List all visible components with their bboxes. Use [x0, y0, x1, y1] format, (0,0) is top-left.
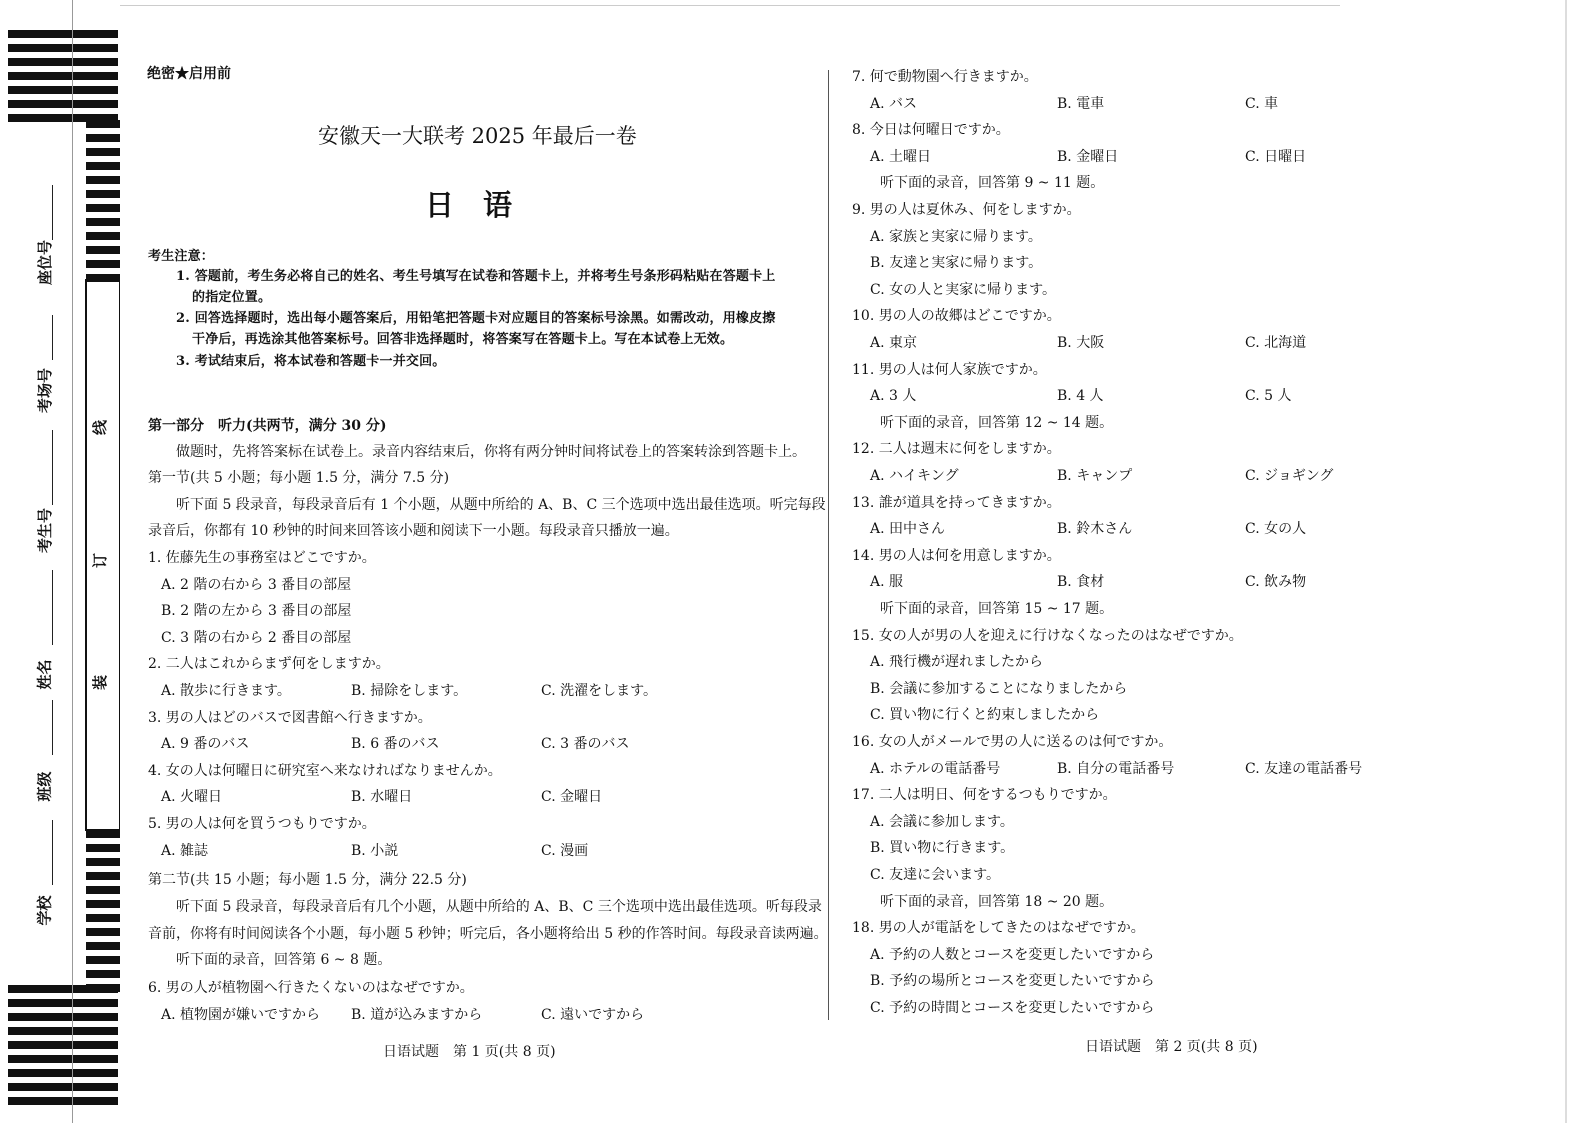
binding-mark-bind: 装 [91, 674, 110, 691]
option-b: B. 掃除をします。 [351, 683, 468, 699]
question-text: 16. 女の人がメールで男の人に送るのは何ですか。 [852, 734, 1173, 750]
option-c: C. 3 番のバス [541, 736, 630, 752]
option-a: A. バス [870, 96, 918, 112]
question-text: 13. 誰が道具を持ってきますか。 [852, 495, 1061, 511]
option-c: C. 日曜日 [1245, 149, 1307, 165]
option-b: B. 会議に参加することになりましたから [870, 681, 1128, 697]
fill-line [52, 315, 53, 360]
page-footer: 日语试题 第 2 页(共 8 页) [1085, 1039, 1258, 1055]
question-text: 2. 二人はこれからまず何をしますか。 [148, 656, 390, 672]
listen-instruction: 听下面的录音，回答第 12 ~ 14 题。 [880, 415, 1114, 431]
option-b: B. 4 人 [1057, 388, 1104, 404]
option-b: B. 金曜日 [1057, 149, 1119, 165]
option-b: B. 鈴木さん [1057, 521, 1133, 537]
listen-instruction: 听下面的录音，回答第 6 ~ 8 题。 [176, 952, 392, 968]
option-c: C. 車 [1245, 96, 1279, 112]
section1-instruction: 录音后，你都有 10 秒钟的时间来回答该小题和阅读下一小题。每段录音只播放一遍。 [148, 523, 679, 539]
option-b: B. 買い物に行きます。 [870, 840, 1015, 856]
listen-instruction: 听下面的录音，回答第 15 ~ 17 题。 [880, 601, 1114, 617]
option-a: A. 火曜日 [161, 789, 223, 805]
option-c: C. 飲み物 [1245, 574, 1307, 590]
listen-instruction: 听下面的录音，回答第 18 ~ 20 题。 [880, 894, 1114, 910]
option-a: A. ホテルの電話番号 [870, 761, 1001, 777]
question-text: 3. 男の人はどのバスで図書館へ行きますか。 [148, 710, 432, 726]
option-a: A. ハイキング [870, 468, 959, 484]
option-a: A. 服 [870, 574, 904, 590]
top-rule [120, 5, 1340, 6]
option-c: C. 友達に会います。 [870, 867, 1000, 883]
field-label: 姓名 [35, 659, 54, 690]
column-divider [828, 70, 829, 1020]
option-c: C. 漫画 [541, 843, 589, 859]
section1-title: 第一节(共 5 小题；每小题 1.5 分，满分 7.5 分) [148, 470, 450, 486]
field-label: 学校 [35, 895, 54, 926]
option-c: C. 友達の電話番号 [1245, 761, 1363, 777]
question-text: 17. 二人は明日、何をするつもりですか。 [852, 787, 1117, 803]
option-a: A. 予約の人数とコースを変更したいですから [870, 947, 1155, 963]
option-c: C. 5 人 [1245, 388, 1292, 404]
option-c: C. 3 階の右から 2 番目の部屋 [161, 630, 352, 646]
part1-instruction: 做题时，先将答案标在试卷上。录音内容结束后，你将有两分钟时间将试卷上的答案转涂到答题卡上。 [176, 444, 806, 460]
option-b: B. 友達と実家に帰ります。 [870, 255, 1043, 271]
subject-title: 日 语 [425, 188, 513, 222]
notice-item: 干净后，再选涂其他答案标号。回答非选择题时，将答案写在答题卡上。写在本试卷上无效。 [192, 332, 734, 347]
question-text: 12. 二人は週末に何をしますか。 [852, 441, 1061, 457]
question-text: 6. 男の人が植物園へ行きたくないのはなぜですか。 [148, 980, 474, 996]
fill-line [52, 570, 53, 645]
field-label: 考生号 [36, 507, 55, 554]
section2-instruction: 音前，你将有时间阅读各个小题，每小题 5 秒钟；听完后，各小题将给出 5 秒的作答时间。每段录音读两遍。 [148, 926, 828, 942]
notice-item: 的指定位置。 [192, 290, 272, 305]
question-text: 9. 男の人は夏休み、何をしますか。 [852, 202, 1081, 218]
question-text: 7. 何で動物園へ行きますか。 [852, 69, 1038, 85]
binding-line [72, 0, 73, 1123]
option-c: C. 女の人 [1245, 521, 1307, 537]
option-b: B. 食材 [1057, 574, 1105, 590]
option-b: B. 水曜日 [351, 789, 413, 805]
option-c: C. 女の人と実家に帰ります。 [870, 282, 1056, 298]
option-a: A. 3 人 [870, 388, 917, 404]
option-c: C. 買い物に行くと約束しましたから [870, 707, 1100, 723]
field-label: 班级 [35, 771, 54, 802]
question-text: 8. 今日は何曜日ですか。 [852, 122, 1010, 138]
exam-title: 安徽天一大联考 2025 年最后一卷 [318, 124, 637, 148]
option-c: C. 洗濯をします。 [541, 683, 657, 699]
option-a: A. 家族と実家に帰ります。 [870, 229, 1042, 245]
notice-item: 1. 答题前，考生务必将自己的姓名、考生号填写在试卷和答题卡上，并将考生号条形码粘贴在答题卡上 [176, 269, 776, 284]
section2-instruction: 听下面 5 段录音，每段录音后有几个小题，从题中所给的 A、B、C 三个选项中选出最佳选项。听每段录 [176, 899, 822, 915]
fill-line [52, 185, 53, 240]
question-text: 18. 男の人が電話をしてきたのはなぜですか。 [852, 920, 1145, 936]
option-a: A. 土曜日 [870, 149, 932, 165]
question-text: 10. 男の人の故郷はどこですか。 [852, 308, 1061, 324]
question-text: 5. 男の人は何を買うつもりですか。 [148, 816, 376, 832]
question-text: 11. 男の人は何人家族ですか。 [852, 362, 1047, 378]
option-a: A. 2 階の右から 3 番目の部屋 [161, 577, 352, 593]
confidential-label: 绝密★启用前 [147, 66, 231, 82]
part1-title: 第一部分 听力(共两节，满分 30 分) [148, 418, 387, 434]
option-b: B. 6 番のバス [351, 736, 440, 752]
right-edge [1565, 0, 1567, 1123]
option-b: B. 予約の場所とコースを変更したいですから [870, 973, 1155, 989]
page-footer: 日语试题 第 1 页(共 8 页) [383, 1044, 556, 1060]
notice-item: 3. 考试结束后，将本试卷和答题卡一并交回。 [176, 354, 446, 369]
option-b: B. 電車 [1057, 96, 1105, 112]
binding-mark-line: 线 [91, 419, 110, 436]
binding-mark-order: 订 [91, 552, 110, 569]
field-label: 座位号 [36, 239, 55, 286]
option-c: C. ジョギング [1245, 468, 1334, 484]
option-a: A. 飛行機が遅れましたから [870, 654, 1044, 670]
option-c: C. 金曜日 [541, 789, 603, 805]
option-b: B. キャンプ [1057, 468, 1133, 484]
question-text: 4. 女の人は何曜日に研究室へ来なければなりませんか。 [148, 763, 502, 779]
section2-title: 第二节(共 15 小题；每小题 1.5 分，满分 22.5 分) [148, 872, 467, 888]
question-text: 1. 佐藤先生の事務室はどこですか。 [148, 550, 376, 566]
listen-instruction: 听下面的录音，回答第 9 ~ 11 题。 [880, 175, 1105, 191]
option-a: A. 雑誌 [161, 843, 209, 859]
field-label: 考场号 [36, 367, 55, 414]
notice-heading: 考生注意： [148, 249, 215, 264]
option-a: A. 田中さん [870, 521, 946, 537]
notice-item: 2. 回答选择题时，选出每小题答案后，用铅笔把答题卡对应题目的答案标号涂黑。如需改动，用橡皮擦 [176, 311, 776, 326]
section1-instruction: 听下面 5 段录音，每段录音后有 1 个小题，从题中所给的 A、B、C 三个选项中选出最佳选项。听完每段 [176, 497, 826, 513]
option-c: C. 予約の時間とコースを変更したいですから [870, 1000, 1155, 1016]
option-b: B. 2 階の左から 3 番目の部屋 [161, 603, 352, 619]
option-c: C. 北海道 [1245, 335, 1307, 351]
fill-line [52, 820, 53, 885]
option-a: A. 東京 [870, 335, 918, 351]
option-a: A. 散歩に行きます。 [161, 683, 291, 699]
option-b: B. 道が込みますから [351, 1007, 483, 1023]
option-a: A. 会議に参加します。 [870, 814, 1014, 830]
option-b: B. 自分の電話番号 [1057, 761, 1175, 777]
option-b: B. 小説 [351, 843, 399, 859]
fill-line [52, 700, 53, 755]
question-text: 15. 女の人が男の人を迎えに行けなくなったのはなぜですか。 [852, 628, 1243, 644]
option-c: C. 遠いですから [541, 1007, 645, 1023]
option-a: A. 9 番のバス [161, 736, 250, 752]
question-text: 14. 男の人は何を用意しますか。 [852, 548, 1061, 564]
option-b: B. 大阪 [1057, 335, 1105, 351]
option-a: A. 植物園が嫌いですから [161, 1007, 321, 1023]
fill-line [52, 430, 53, 505]
